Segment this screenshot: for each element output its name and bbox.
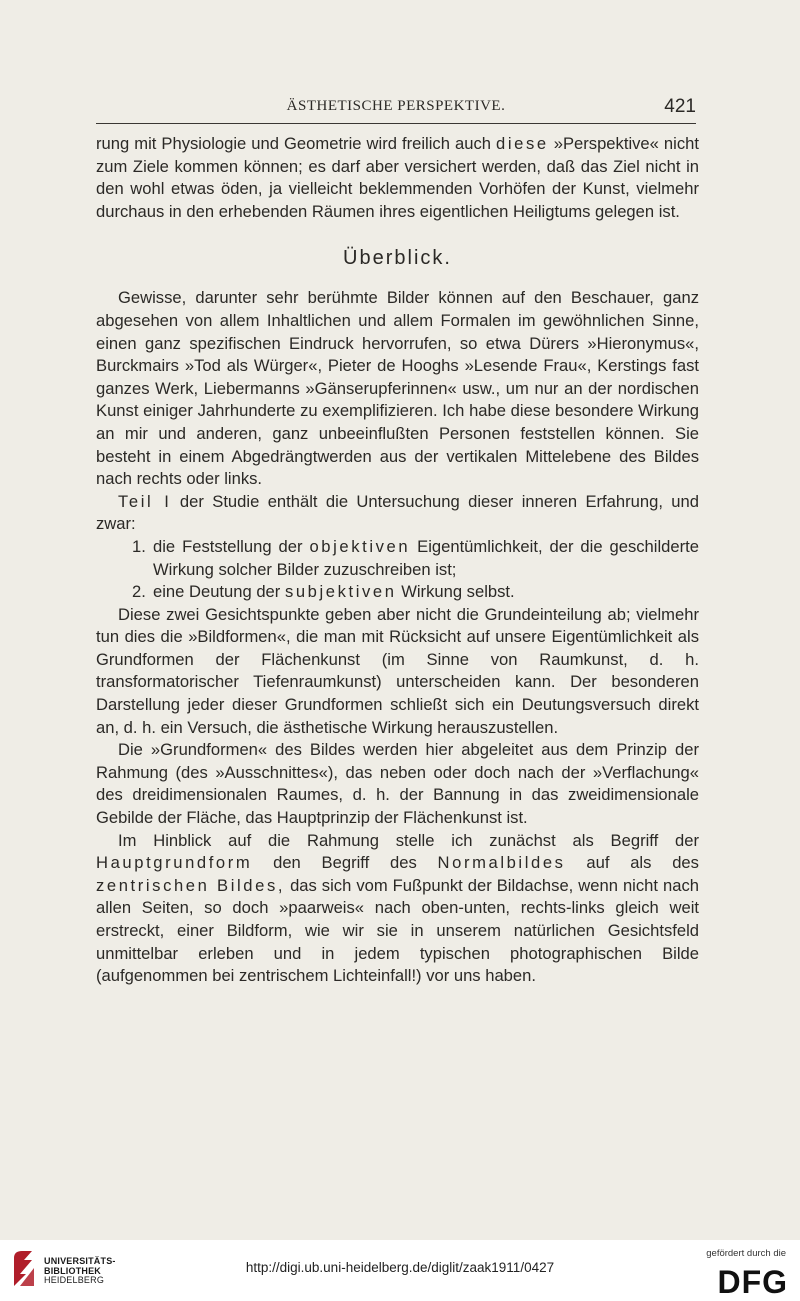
text-run: den Begriff des [273,853,417,873]
list-number: 2. [132,582,146,602]
permalink-url[interactable]: http://digi.ub.uni-heidelberg.de/diglit/zaak1911/0427 [245,1260,555,1275]
text-run: rung mit Physiologie und Geometrie wird freilich auch [96,134,491,153]
spaced-emphasis: Hauptgrundform [96,853,253,873]
library-name-line: UNIVERSITÄTS- [44,1256,116,1266]
list-number: 1. [132,536,146,556]
text-run: der Studie enthält die Untersuchung dieser inneren Erfahrung, und zwar: [96,491,699,534]
list-item [96,536,699,581]
dfg-logo: DFG [717,1264,788,1300]
text-run: das sich vom Fußpunkt der Bildachse, wenn nicht nach allen Seiten, so doch »paarweis« nach oben-unten, rechts-links gleich weit erstreckt, einer Bildform, wie wir sie in unserem natürlichen Gesichtsfeld unmittelbar erleben und in jedem typischen photographischen Bilde (aufgenommen bei zentrischem Lichteinfall!) vor uns haben. [96,875,699,986]
spaced-emphasis: zentrischen Bildes, [96,875,286,895]
running-title: ÄSTHETISCHE PERSPEKTIVE. [286,98,506,114]
body-text [96,133,699,988]
running-header [96,96,696,122]
text-run: Wirkung selbst. [401,582,515,602]
library-name-line: BIBLIOTHEK [44,1265,101,1276]
funding-note: gefördert durch die [706,1248,786,1259]
header-rule [96,123,696,124]
spaced-emphasis: Normalbildes [437,853,566,873]
text-run: die Feststellung der [153,536,303,556]
text-run: Im Hinblick auf die Rahmung stelle ich zunächst als Begriff der [118,830,699,850]
library-name-line: HEIDELBERG [44,1275,105,1285]
section-heading: Überblick. [343,247,452,270]
paragraph: Gewisse, darunter sehr berühmte Bilder können auf den Beschauer, ganz abgesehen von allem Inhaltlichen und allem Formalen im gewöhnlichen Sinne, einen ganz spezifischen Eindruck hervorrufen, so etwa Dürers »Hieronymus«, Burckmairs »Tod als Würger«, Pieter de Hooghs »Lesende Frau«, Kerstings fast ganzes Werk, Liebermanns »Gänserupferinnen« usw., um nur an der nordischen Kunst einiger Jahrhunderte zu exemplifizieren. Ich habe diese besondere Wirkung an mir und anderen, ganz unbeeinflußten Personen feststellen können. Sie besteht in einem Abgedrängtwerden aus der vertikalen Mittelebene des Bildes nach rechts oder links. [96,288,699,489]
text-run: eine Deutung der [153,582,281,602]
paragraph [96,491,699,536]
paragraph: Die »Grundformen« des Bildes werden hier abgeleitet aus dem Prinzip der Rahmung (des »Ausschnittes«), das neben oder doch nach der »Verflachung« des dreidimensionalen Raumes, d. h. der Bannung in das zweidimensionale Gebilde der Fläche, das Hauptprinzip der Flächenkunst ist. [96,740,699,828]
spaced-emphasis: Teil I [118,491,172,511]
page-number: 421 [664,96,696,117]
text-run: »Perspektive« nicht zum Ziele kommen können; es darf aber versichert werden, daß das Ziel nicht in den wohl etwas öden, ja vielleicht beklemmenden Vorhöfen der Kunst, vielmehr durchaus in den erhebenden Räumen ihres eigentlichen Heiligtums gelegen ist. [96,134,699,221]
paragraph: Diese zwei Gesichtspunkte geben aber nicht die Grundeinteilung ab; vielmehr tun dies die »Bildformen«, die man mit Rücksicht auf unsere Eigentümlichkeit als Grundformen der Flächenkunst (im Sinne von Raumkunst, d. h. transformatorischer Tiefenraumkunst) unterscheiden kann. Der besonderen Darstellung jeder dieser Grundformen schließt sich ein Deutungsversuch direkt an, d. h. ein Versuch, die ästhetische Wirkung herauszustellen. [96,604,699,737]
spaced-emphasis: objektiven [309,536,411,556]
footer-bar [0,1240,800,1301]
paragraph-continuation [96,133,699,223]
list-item [96,581,699,604]
paragraph [96,830,699,988]
text-run: auf als des [586,853,699,873]
numbered-list [96,536,699,604]
text-run: Eigentümlichkeit, der die geschilderte Wirkung solcher Bilder zuzuschreiben ist; [153,536,699,579]
spaced-emphasis: diese [496,134,549,153]
spaced-emphasis: subjektiven [284,582,397,602]
